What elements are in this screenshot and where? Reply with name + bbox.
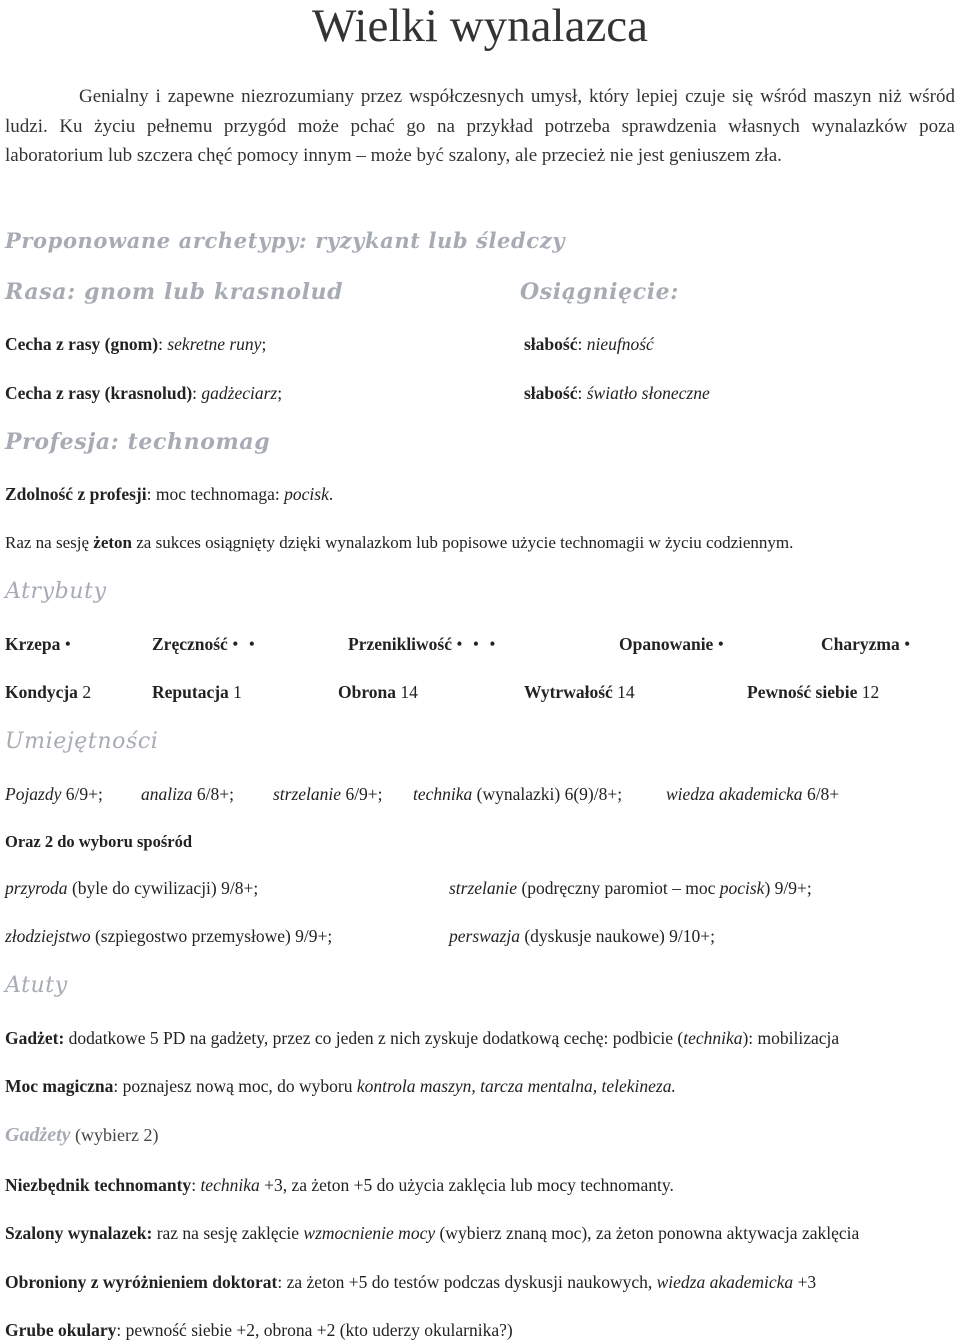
sep: . — [328, 484, 334, 504]
trait-value: sekretne runy — [167, 334, 262, 354]
token-text: Raz na sesję — [5, 533, 94, 552]
skill-value: (byle do cywilizacji) 9/8+; — [67, 878, 259, 898]
attr-dots: • • — [232, 634, 258, 654]
sep: ; — [277, 383, 283, 403]
skill-value: ) 9/9+; — [764, 878, 812, 898]
skills-choose-label — [5, 832, 192, 852]
gadget-label: Niezbędnik technomanty — [5, 1175, 192, 1195]
skill-name: strzelanie — [449, 878, 518, 898]
sep: : — [192, 383, 202, 403]
token-text: za sukces osiągnięty dzięki wynalazkom lub popisowe użycie technomagii w życiu codziennym. — [132, 533, 794, 552]
stat-name: Kondycja — [5, 682, 78, 702]
attr-name: Charyzma — [821, 634, 900, 654]
skill-value: 6/9+; — [61, 784, 103, 804]
skill-name: złodziejstwo — [5, 926, 91, 946]
attr-name: Krzepa — [5, 634, 61, 654]
achievement-weakness-2 — [524, 383, 710, 404]
skill-name: analiza — [141, 784, 193, 804]
skill-value: (dyskusje naukowe) 9/10+; — [519, 926, 716, 946]
skill-analiza — [141, 784, 234, 805]
skill-strzelanie — [273, 784, 383, 805]
stat-name: Wytrwałość — [524, 682, 613, 702]
attributes-heading: Atrybuty — [5, 579, 107, 604]
sep: : — [577, 383, 587, 403]
perk-text: dodatkowe 5 PD na gadżety, przez co jeden z nich zyskuje dodatkową cechę: podbicie ( — [64, 1028, 684, 1048]
gadget-italic: technika — [200, 1175, 260, 1195]
skill-technika — [413, 784, 622, 805]
stat-obrona — [338, 682, 418, 703]
profession-token — [5, 533, 793, 553]
attr-dots: • — [717, 634, 727, 654]
stat-reputacja — [152, 682, 242, 703]
intro-text: Genialny i zapewne niezrozumiany przez współczesnych umysł, który lepiej czuje się wśród maszyn niż wśród ludzi. Ku życiu pełnemu przygód może pchać go na przykład potrzeba sprawdzenia własnych wynalazków poza laboratorium lub szczera chęć pomocy innym – może być szalony, ale przecież nie jest geniuszem zła. — [5, 86, 955, 166]
perk-text: : poznajesz nową moc, do wyboru — [113, 1076, 357, 1096]
gadget-text: +3, za żeton +5 do użycia zaklęcia lub mocy technomanty. — [259, 1175, 674, 1195]
perk-text: ): mobilizacja — [742, 1028, 840, 1048]
profession-heading: Profesja: technomag — [5, 429, 271, 455]
skill-value: 6/8+ — [802, 784, 840, 804]
gadget-label: Szalony wynalazek: — [5, 1223, 153, 1243]
page-title: Wielki wynalazca — [311, 0, 649, 52]
stat-name: Reputacja — [152, 682, 229, 702]
gadget-text: : — [191, 1175, 201, 1195]
gadget-text: raz na sesję zaklęcie — [152, 1223, 304, 1243]
trait-label: Cecha z rasy (gnom) — [5, 334, 159, 354]
stat-value: 1 — [233, 682, 242, 702]
gadgets-heading — [5, 1124, 159, 1147]
perk-italic: technika — [683, 1028, 743, 1048]
skill-name: przyroda — [5, 878, 68, 898]
gadget-niezbednik — [5, 1175, 674, 1196]
weakness-value: światło słoneczne — [586, 383, 710, 403]
intro-paragraph — [5, 82, 955, 171]
perk-label: Gadżet: — [5, 1028, 65, 1048]
skill-choice-przyroda — [5, 878, 258, 899]
gadgets-heading-label: Gadżety — [5, 1124, 71, 1146]
gadget-text: : za żeton +5 do testów podczas dyskusji naukowych, — [277, 1272, 657, 1292]
achievement-weakness-1 — [524, 334, 654, 355]
trait-value: gadżeciarz — [201, 383, 278, 403]
ability-text: : moc technomaga: — [146, 484, 285, 504]
gadget-italic: wzmocnienie mocy — [303, 1223, 436, 1243]
skill-value: 6/8+; — [192, 784, 235, 804]
skill-wiedza-akademicka — [666, 784, 839, 805]
attr-name: Zręczność — [152, 634, 228, 654]
archetypes-heading: Proponowane archetypy: ryzykant lub śledczy — [5, 228, 566, 253]
gadget-label: Obroniony z wyróżnieniem doktorat — [5, 1272, 278, 1292]
attr-name: Opanowanie — [619, 634, 714, 654]
skill-choice-zlodziejstwo — [5, 926, 332, 947]
stat-value: 2 — [82, 682, 92, 702]
stat-name: Pewność siebie — [747, 682, 858, 702]
gadget-text: : pewność siebie +2, obrona +2 (kto uderzy okularnika?) — [116, 1320, 513, 1340]
skill-value: (wynalazki) 6(9)/8+; — [472, 784, 623, 804]
perk-moc-magiczna — [5, 1076, 676, 1097]
weakness-value: nieufność — [586, 334, 654, 354]
gadgets-heading-suffix: (wybierz 2) — [70, 1125, 159, 1145]
stat-name: Obrona — [338, 682, 397, 702]
race-heading: Rasa: gnom lub krasnolud — [5, 279, 344, 305]
stat-value: 14 — [617, 682, 635, 702]
stat-kondycja — [5, 682, 91, 703]
stat-pewnosc-siebie — [747, 682, 879, 703]
skill-name: strzelanie — [273, 784, 342, 804]
perks-heading: Atuty — [5, 973, 68, 998]
gadget-italic: wiedza akademicka — [656, 1272, 794, 1292]
skill-choice-strzelanie — [449, 878, 812, 899]
skill-name: wiedza akademicka — [666, 784, 803, 804]
choose-label: Oraz 2 do wyboru spośród — [5, 832, 193, 851]
perk-italic: kontrola maszyn, tarcza mentalna, telekineza. — [356, 1076, 676, 1096]
attr-name: Przenikliwość — [348, 634, 453, 654]
skills-heading: Umiejętności — [5, 729, 159, 754]
skill-value: 6/9+; — [341, 784, 383, 804]
skill-italic: pocisk — [719, 878, 765, 898]
skill-pojazdy — [5, 784, 103, 805]
gadget-doktorat — [5, 1272, 816, 1293]
perk-label: Moc magiczna — [5, 1076, 114, 1096]
skill-choice-perswazja — [449, 926, 715, 947]
stat-wytrwalosc — [524, 682, 635, 703]
race-trait-dwarf — [5, 383, 282, 404]
attr-dots: • • • — [456, 634, 499, 654]
gadget-szalony-wynalazek — [5, 1223, 859, 1244]
skill-name: perswazja — [449, 926, 520, 946]
token-word: żeton — [93, 533, 132, 552]
skill-value: (szpiegostwo przemysłowe) 9/9+; — [90, 926, 333, 946]
weakness-label: słabość — [524, 334, 578, 354]
achievement-heading: Osiągnięcie: — [520, 279, 679, 305]
ability-value: pocisk — [284, 484, 329, 504]
skill-name: technika — [413, 784, 473, 804]
stat-value: 14 — [400, 682, 418, 702]
sep: : — [577, 334, 587, 354]
trait-label: Cecha z rasy (krasnolud) — [5, 383, 193, 403]
gadget-text: +3 — [793, 1272, 817, 1292]
gadget-text: (wybierz znaną moc), za żeton ponowna aktywacja zaklęcia — [435, 1223, 860, 1243]
stat-value: 12 — [861, 682, 880, 702]
profession-ability — [5, 484, 333, 505]
gadget-label: Grube okulary — [5, 1320, 117, 1340]
gadget-grube-okulary — [5, 1320, 513, 1341]
attr-krzepa — [5, 634, 74, 655]
attr-dots: • — [64, 634, 74, 654]
perk-gadzet — [5, 1028, 839, 1049]
attr-zrecznosc — [152, 634, 258, 655]
sep: ; — [261, 334, 267, 354]
race-trait-gnome — [5, 334, 266, 355]
attr-dots: • — [904, 634, 914, 654]
attr-przenikliwosc — [348, 634, 499, 655]
weakness-label: słabość — [524, 383, 578, 403]
attr-charyzma — [821, 634, 913, 655]
skill-value: (podręczny paromiot – moc — [517, 878, 720, 898]
attr-opanowanie — [619, 634, 727, 655]
skill-name: Pojazdy — [5, 784, 62, 804]
ability-label: Zdolność z profesji — [5, 484, 147, 504]
sep: : — [158, 334, 168, 354]
